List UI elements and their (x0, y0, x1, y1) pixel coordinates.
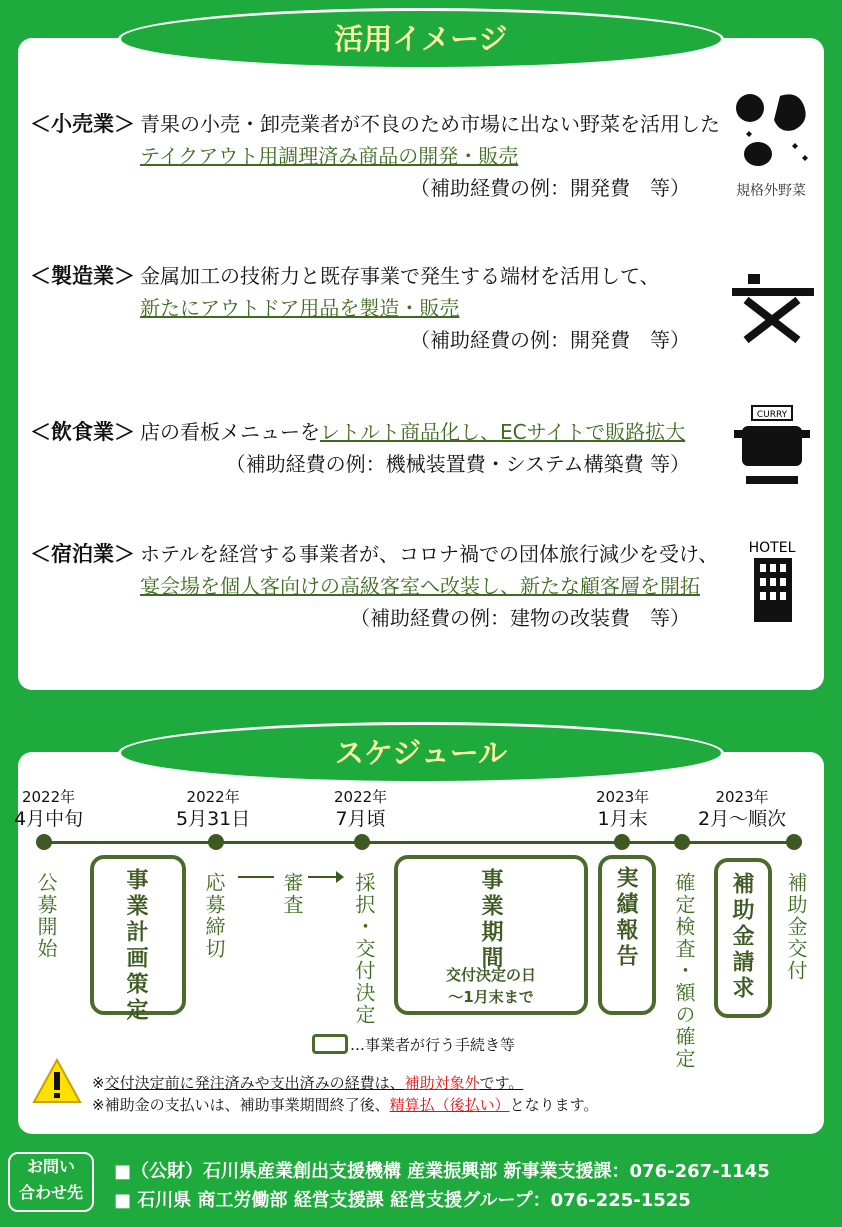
usage-title: 活用イメージ (118, 8, 724, 70)
case-tag: ＜小売業＞ (30, 112, 135, 136)
case-example: （補助経費の例：開発費 等） (410, 176, 690, 200)
note-2: ※補助金の支払いは、補助事業期間終了後、精算払（後払い）となります。 (92, 1096, 599, 1114)
date-4: 2023年 1月末 (596, 788, 650, 830)
step-period: 事業期間 (478, 868, 503, 972)
arrow-icon (308, 876, 338, 878)
vegetables-caption: 規格外野菜 (736, 183, 806, 199)
step-adopt: 採択・交付決定 (352, 872, 376, 1026)
step-inspect: 確定検査・額の確定 (672, 872, 696, 1070)
arrow-line (238, 876, 274, 878)
date-1: 2022年 4月中旬 (14, 788, 84, 830)
vegetables-icon (728, 88, 818, 178)
arrow-head-icon (336, 871, 344, 883)
hotel-icon (728, 538, 818, 628)
case-tag: ＜飲食業＞ (30, 420, 135, 444)
case-highlight: テイクアウト用調理済み商品の開発・販売 (140, 144, 519, 168)
case-text: 青果の小売・卸売業者が不良のため市場に出ない野菜を活用した (140, 112, 720, 136)
date-3: 2022年 7月頃 (334, 788, 388, 830)
legend-text: …事業者が行う手続き等 (350, 1036, 516, 1054)
contact-label: お問い 合わせ先 (8, 1152, 94, 1212)
step-claim: 補助金請求 (729, 872, 754, 1002)
contact-line-2: ■ 石川県 商工労働部 経営支援課 経営支援グループ：076-225-1525 (114, 1190, 691, 1211)
timeline-dot (674, 834, 690, 850)
curry-label: CURRY (756, 410, 788, 420)
case-highlight: 宴会場を個人客向けの高級客室へ改装し、新たな顧客層を開拓 (140, 574, 700, 598)
curry-pot-icon (728, 400, 818, 490)
timeline-dot (786, 834, 802, 850)
contact-line-1: ■（公財）石川県産業創出支援機構 産業振興部 新事業支援課：076-267-1145 (114, 1161, 770, 1182)
date-2: 2022年 5月31日 (176, 788, 251, 830)
step-plan: 事業計画策定 (123, 868, 148, 1024)
camping-table-icon (728, 260, 818, 350)
timeline-dot (208, 834, 224, 850)
note-1: ※交付決定前に発注済みや支出済みの経費は、補助対象外です。 (92, 1074, 524, 1092)
hotel-label: HOTEL (748, 540, 796, 556)
timeline-dot (614, 834, 630, 850)
date-5: 2023年 2月～順次 (698, 788, 787, 830)
step-open: 公募開始 (34, 872, 58, 960)
case-text: 店の看板メニューを (140, 420, 320, 444)
case-tag: ＜製造業＞ (30, 264, 135, 288)
step-review: 審査 (280, 872, 304, 916)
case-text: 金属加工の技術力と既存事業で発生する端材を活用して、 (140, 264, 660, 288)
case-highlight: 新たにアウトドア用品を製造・販売 (140, 296, 460, 320)
case-highlight: レトルト商品化し、ECサイトで販路拡大 (320, 420, 686, 444)
case-example: （補助経費の例：開発費 等） (410, 328, 690, 352)
schedule-title: スケジュール (118, 722, 724, 784)
usage-panel (18, 38, 824, 690)
timeline-dot (36, 834, 52, 850)
step-report: 実績報告 (613, 866, 638, 970)
case-example: （補助経費の例：機械装置費・システム構築費 等） (225, 452, 690, 476)
warning-icon (32, 1058, 82, 1104)
legend-box-icon (312, 1034, 348, 1054)
case-example: （補助経費の例：建物の改装費 等） (350, 606, 690, 630)
timeline-dot (354, 834, 370, 850)
step-deadline: 応募締切 (202, 872, 226, 960)
period-sub: 交付決定の日 ～1月末まで (445, 966, 536, 1006)
case-tag: ＜宿泊業＞ (30, 542, 135, 566)
step-grant: 補助金交付 (784, 872, 808, 982)
case-text: ホテルを経営する事業者が、コロナ禍での団体旅行減少を受け、 (140, 542, 719, 566)
